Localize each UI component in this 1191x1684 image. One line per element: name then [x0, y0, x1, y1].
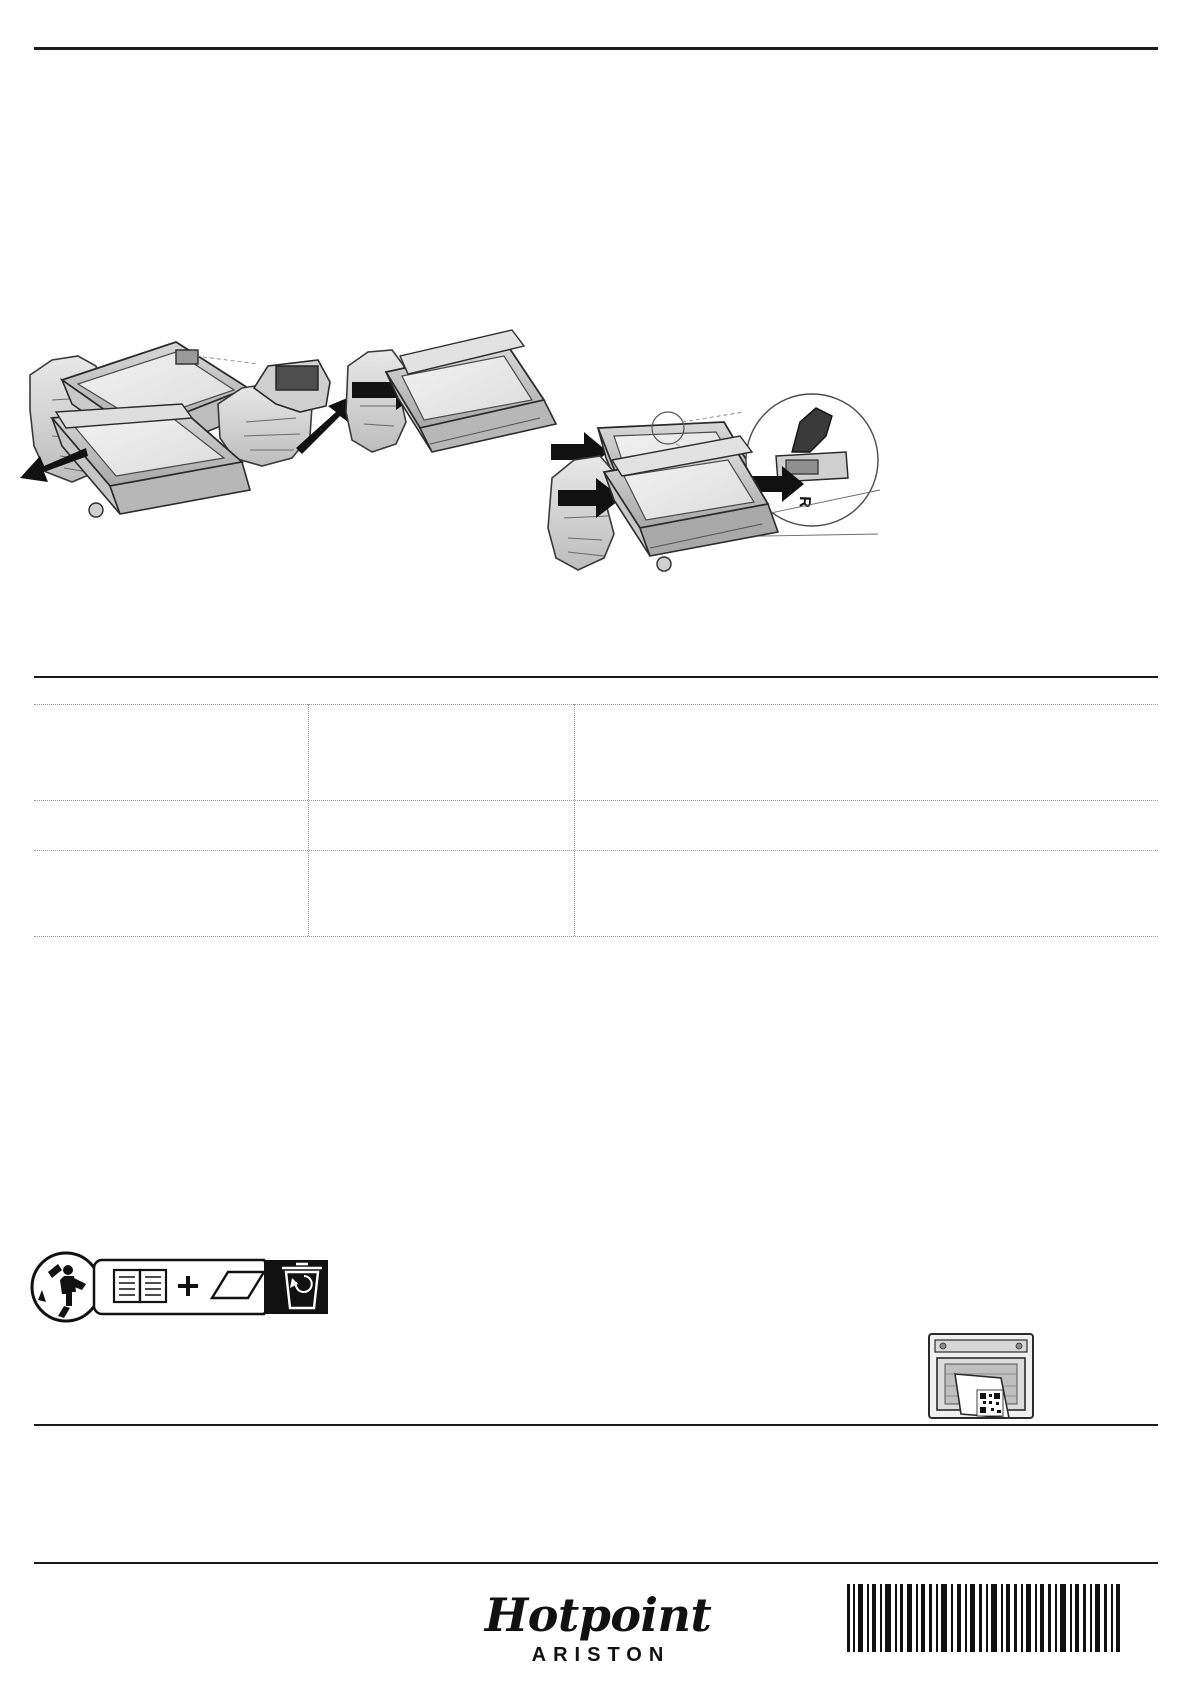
table-column-divider	[308, 704, 309, 936]
recycle-person-icon	[32, 1253, 100, 1321]
recycling-instruction-logo	[28, 1244, 328, 1330]
footer-bottom-rule	[34, 1562, 1158, 1564]
step-2-illustration	[346, 330, 556, 452]
header-rule	[34, 47, 1158, 50]
svg-text:R: R	[795, 495, 813, 509]
table-row-divider	[34, 704, 1158, 705]
table-row-divider	[34, 936, 1158, 937]
table-row-divider	[34, 800, 1158, 801]
footer-top-rule	[34, 1424, 1158, 1426]
brand-name: Hotpoint	[484, 1588, 712, 1642]
oven-with-qr-code-card-icon	[925, 1330, 1037, 1422]
barcode	[845, 1584, 1125, 1652]
spec-table	[34, 678, 1158, 936]
manual-booklet-icon	[114, 1270, 166, 1302]
manual-and-sheet-panel	[94, 1260, 280, 1314]
illustration-block	[0, 160, 1191, 640]
table-row-divider	[34, 850, 1158, 851]
table-column-divider	[574, 704, 575, 936]
qr-code-icon	[977, 1390, 1003, 1416]
brand-subtitle: ARISTON	[531, 1644, 671, 1666]
waste-bin-recycle-icon	[264, 1260, 328, 1314]
brand-logo	[418, 1590, 778, 1667]
